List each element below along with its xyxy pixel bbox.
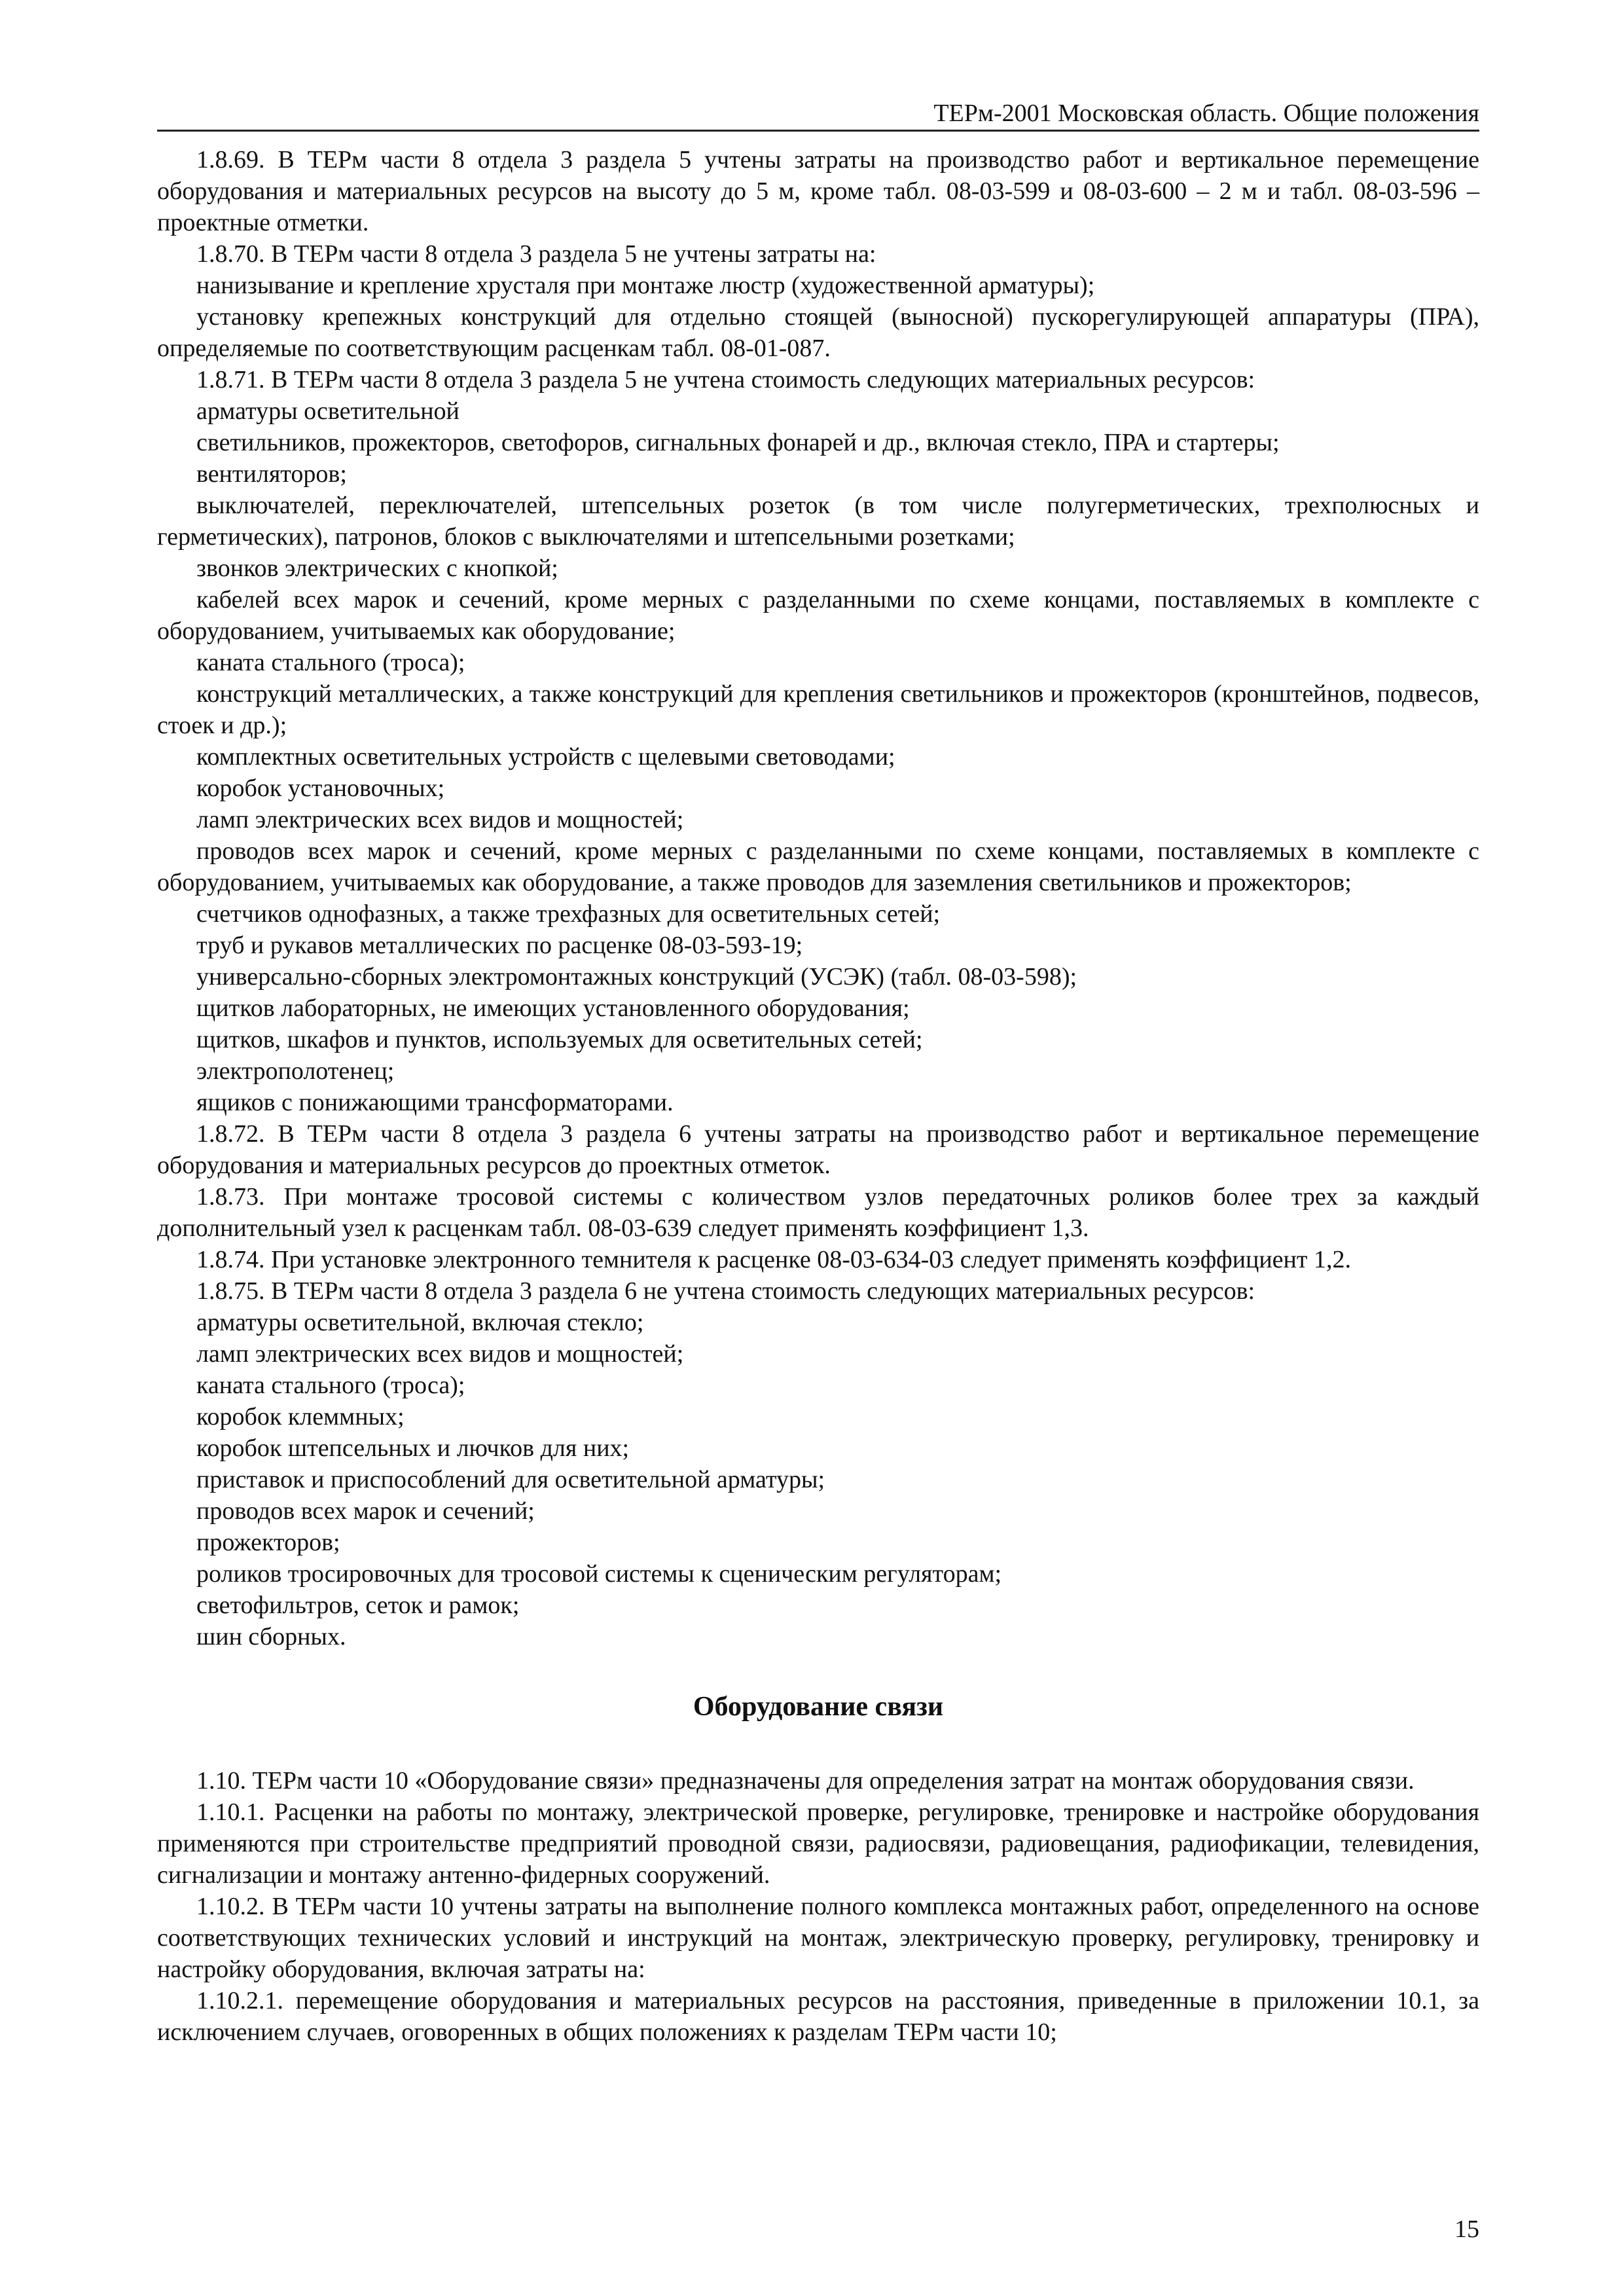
list-item: светофильтров, сеток и рамок; xyxy=(196,1592,520,1619)
list-item: проводов всех марок и сечений; xyxy=(196,1497,535,1525)
paragraph-1-8-74: 1.8.74. При установке электронного темнителя к расценке 08-03-634-03 следует применять коэффициент 1,2. xyxy=(196,1246,1351,1273)
page-body xyxy=(157,144,1479,2048)
list-item: ящиков с понижающими трансформаторами. xyxy=(196,1089,674,1116)
list-item: счетчиков однофазных, а также трехфазных для осветительных сетей; xyxy=(196,900,941,928)
paragraph-1-10-2-1: 1.10.2.1. перемещение оборудования и материальных ресурсов на расстояния, приведенные в приложении 10.1, за исключением случаев, оговоренных в общих положениях к разделам ТЕРм части 10; xyxy=(157,1987,1479,2046)
list-item: прожекторов; xyxy=(196,1529,340,1556)
running-header: ТЕРм-2001 Московская область. Общие положения xyxy=(933,100,1479,127)
paragraph-1-8-69: 1.8.69. В ТЕРм части 8 отдела 3 раздела 5 учтены затраты на производство работ и вертикальное перемещение оборудования и материальных ресурсов на высоту до 5 м, кроме табл. 08-03-599 и 08-03-600 – 2 м и табл. 08-03-596 – проектные отметки. xyxy=(157,146,1479,236)
list-item: приставок и приспособлений для осветительной арматуры; xyxy=(196,1466,825,1493)
paragraph-1-10-2: 1.10.2. В ТЕРм части 10 учтены затраты на выполнение полного комплекса монтажных работ, определенного на основе соответствующих технических условий и инструкций на монтаж, электрическую проверку, регулировку, тренировку и настройку оборудования, включая затраты на: xyxy=(157,1893,1479,1983)
paragraph-1-10: 1.10. ТЕРм части 10 «Оборудование связи» предназначены для определения затрат на монтаж оборудования связи. xyxy=(196,1767,1415,1795)
list-item: роликов тросировочных для тросовой системы к сценическим регуляторам; xyxy=(196,1560,1002,1588)
list-item: светильников, прожекторов, светофоров, сигнальных фонарей и др., включая стекло, ПРА и стартеры; xyxy=(196,429,1280,456)
list-item: ламп электрических всех видов и мощностей; xyxy=(196,806,684,833)
list-item: коробок установочных; xyxy=(196,774,445,802)
paragraph-1-10-1: 1.10.1. Расценки на работы по монтажу, электрической проверке, регулировке, тренировке и настройке оборудования применяются при строительстве предприятий проводной связи, радиосвязи, радиовещания, радиофикации, телевидения, сигнализации и монтажу антенно-фидерных сооружений. xyxy=(157,1798,1479,1889)
list-item: каната стального (троса); xyxy=(196,1372,465,1399)
list-item: установку крепежных конструкций для отдельно стоящей (выносной) пускорегулирующей аппаратуры (ПРА), определяемые по соответствующим расценкам табл. 08-01-087. xyxy=(157,303,1479,362)
list-item: шин сборных. xyxy=(196,1623,346,1650)
paragraph-1-8-71: 1.8.71. В ТЕРм части 8 отдела 3 раздела 5 не учтена стоимость следующих материальных ресурсов: xyxy=(196,366,1255,393)
page-number: 15 xyxy=(1454,2215,1479,2243)
list-item: комплектных осветительных устройств с щелевыми световодами; xyxy=(196,743,895,771)
paragraph-1-8-72: 1.8.72. В ТЕРм части 8 отдела 3 раздела 6 учтены затраты на производство работ и вертикальное перемещение оборудования и материальных ресурсов до проектных отметок. xyxy=(157,1120,1479,1179)
list-item: звонков электрических с кнопкой; xyxy=(196,555,558,582)
list-item: выключателей, переключателей, штепсельных розеток (в том числе полугерметических, трехполюсных и герметических), патронов, блоков с выключателями и штепсельными розетками; xyxy=(157,492,1479,551)
list-item: вентиляторов; xyxy=(196,460,347,488)
list-item: нанизывание и крепление хрусталя при монтаже люстр (художественной арматуры); xyxy=(196,272,1095,299)
list-item: каната стального (троса); xyxy=(196,649,465,676)
list-item: конструкций металлических, а также конструкций для крепления светильников и прожекторов (кронштейнов, подвесов, стоек и др.); xyxy=(157,680,1479,739)
paragraph-1-8-70: 1.8.70. В ТЕРм части 8 отдела 3 раздела 5 не учтены затраты на: xyxy=(196,240,876,268)
paragraph-1-8-73: 1.8.73. При монтаже тросовой системы с количеством узлов передаточных роликов более трех за каждый дополнительный узел к расценкам табл. 08-03-639 следует применять коэффициент 1,3. xyxy=(157,1183,1479,1242)
list-item: щитков, шкафов и пунктов, используемых для осветительных сетей; xyxy=(196,1026,923,1053)
list-item: щитков лабораторных, не имеющих установленного оборудования; xyxy=(196,994,910,1022)
list-item: кабелей всех марок и сечений, кроме мерных с разделанными по схеме концами, поставляемых в комплекте с оборудованием, учитываемых как оборудование; xyxy=(157,586,1479,645)
list-item: универсально-сборных электромонтажных конструкций (УСЭК) (табл. 08-03-598); xyxy=(196,963,1077,991)
section-heading: Оборудование связи xyxy=(693,1692,944,1722)
list-item: коробок штепсельных и лючков для них; xyxy=(196,1434,630,1462)
list-item: ламп электрических всех видов и мощностей; xyxy=(196,1340,684,1368)
list-item: электрополотенец; xyxy=(196,1057,395,1085)
header-rule xyxy=(157,130,1479,132)
list-item: арматуры осветительной xyxy=(196,397,460,425)
list-item: труб и рукавов металлических по расценке 08-03-593-19; xyxy=(196,932,803,959)
list-item: арматуры осветительной, включая стекло; xyxy=(196,1309,644,1336)
list-item: коробок клеммных; xyxy=(196,1403,405,1430)
list-item: проводов всех марок и сечений, кроме мерных с разделанными по схеме концами, поставляемых в комплекте с оборудованием, учитываемых как оборудование, а также проводов для заземления светильников и прожекторов; xyxy=(157,837,1479,896)
paragraph-1-8-75: 1.8.75. В ТЕРм части 8 отдела 3 раздела 6 не учтена стоимость следующих материальных ресурсов: xyxy=(196,1277,1255,1305)
